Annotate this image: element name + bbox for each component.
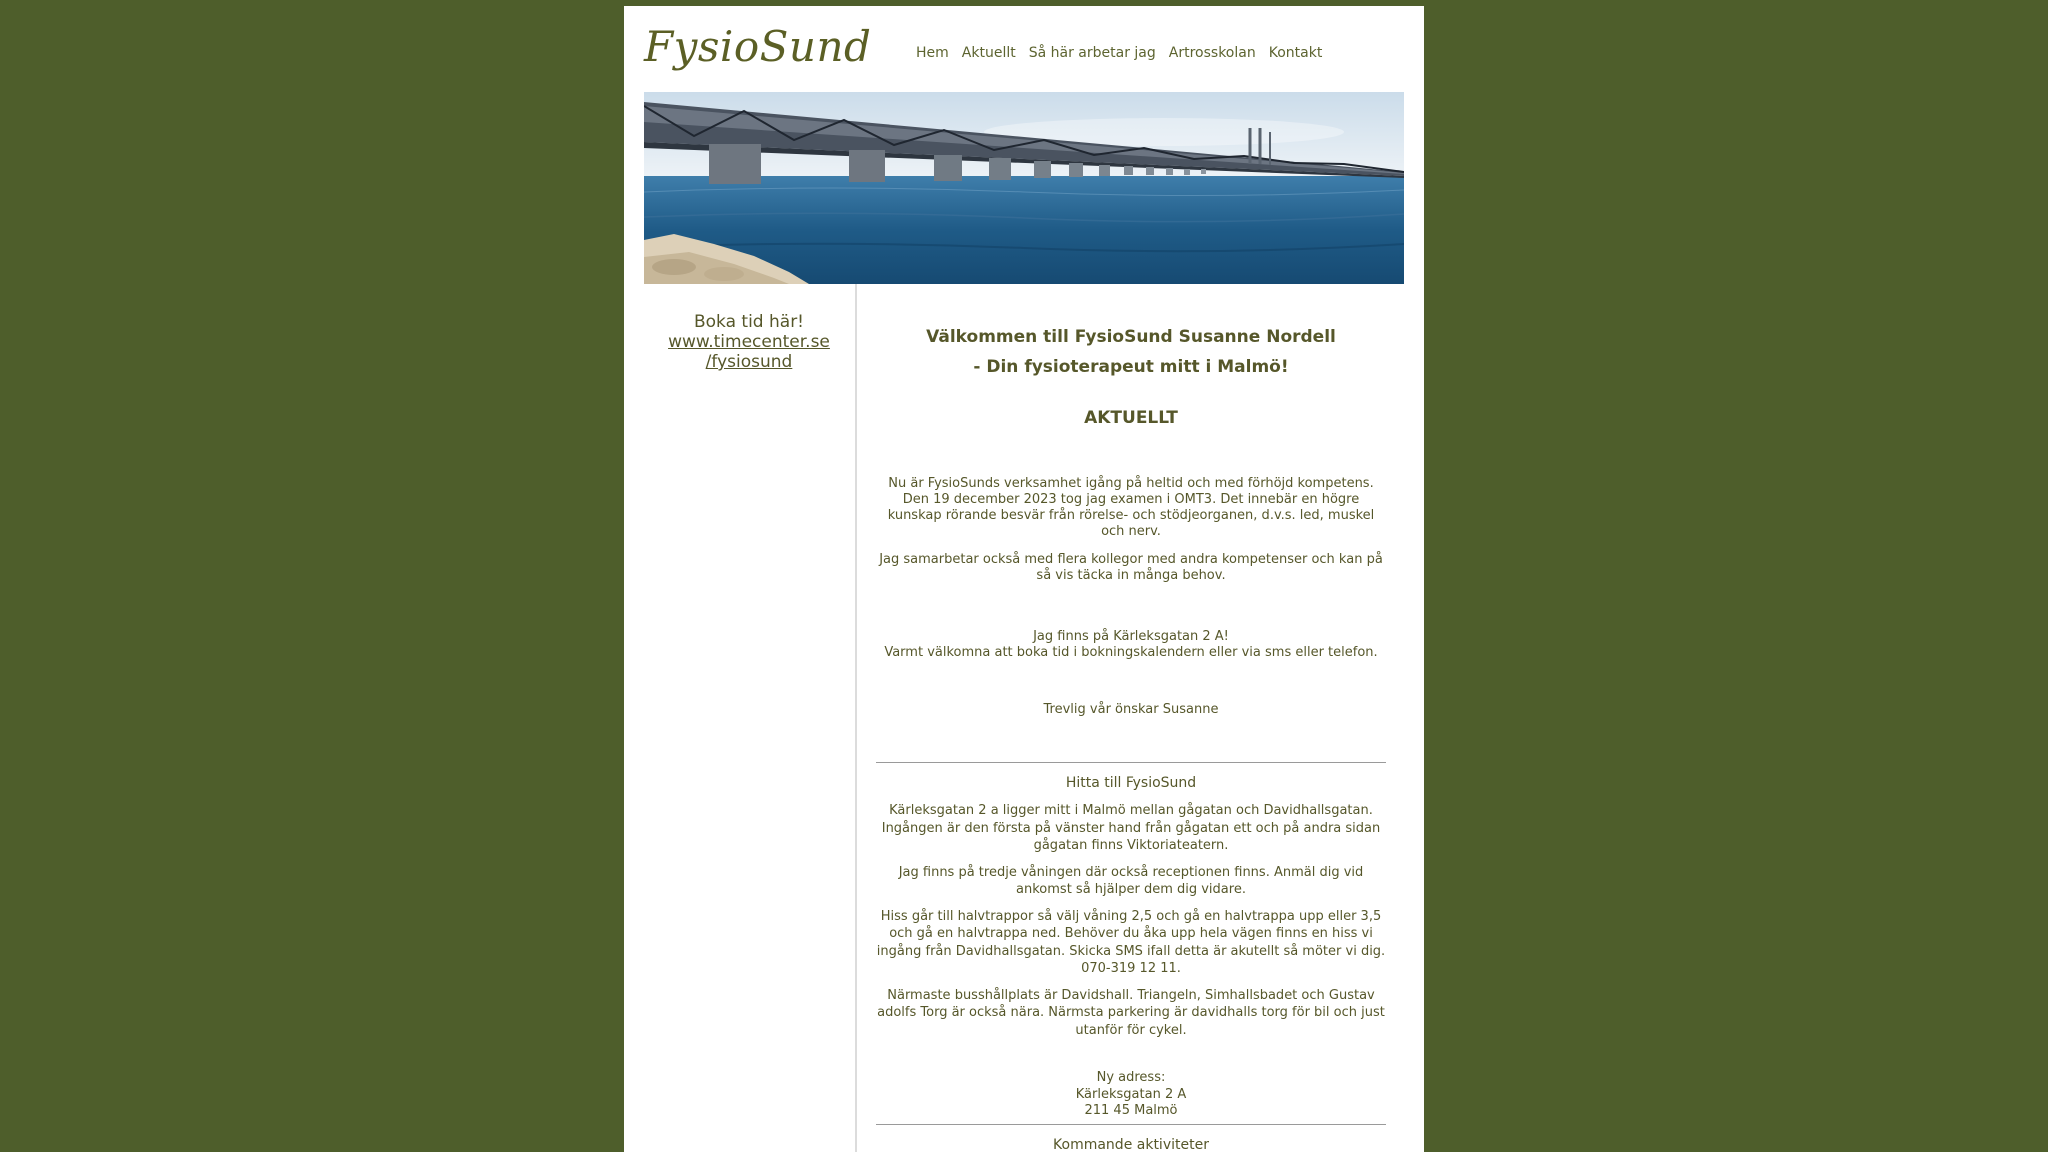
aktuellt-heading: AKTUELLT (1084, 408, 1178, 428)
address-city: 211 45 Malmö (1084, 1103, 1178, 1119)
news-paragraph: Jag samarbetar också med flera kollegor med andra kompetenser och kan på så vis täcka in många behov. (879, 552, 1383, 583)
booking-title: Boka tid här! (693, 312, 804, 332)
section-divider (876, 1124, 1386, 1125)
new-address (876, 1070, 1386, 1120)
address-notice: Jag finns på Kärleksgatan 2 A! (1033, 629, 1229, 644)
address-label: Ny adress: (1096, 1070, 1166, 1085)
address-street: Kärleksgatan 2 A (1075, 1086, 1187, 1102)
directions-paragraph: Hiss går till halvtrappor så välj våning 2,5 och gå en halvtrappa upp eller 3,5 och gå en halvtrappa ned. Behöver du åka upp hela vägen finns en hiss vi ingång från Davidhallsgatan. Skicka SMS ifall detta är akutellt så möter vi dig. 070-319 12 11. (876, 908, 1386, 976)
nav-item-aktuellt[interactable]: Aktuellt (961, 45, 1016, 61)
nav-item-artrosskolan[interactable]: Artrosskolan (1168, 45, 1256, 61)
site-logo[interactable]: FysioSund (644, 22, 872, 71)
main-nav (916, 45, 1322, 61)
directions-paragraph: Jag finns på tredje våningen där också receptionen finns. Anmäl dig vid ankomst så hjälper dem dig vidare. (898, 864, 1364, 897)
page-container (624, 6, 1424, 1152)
welcome-subheading: - Din fysioterapeut mitt i Malmö! (973, 357, 1289, 377)
sidebar (644, 312, 854, 372)
welcome-heading: Välkommen till FysioSund Susanne Nordell (926, 327, 1336, 347)
directions-paragraph: Kärleksgatan 2 a ligger mitt i Malmö mellan gågatan och Davidhallsgatan. Ingången är den första på vänster hand från gågatan ett och på andra sidan gågatan finns Viktoriateatern. (881, 803, 1381, 853)
booking-link[interactable] (644, 332, 854, 372)
greeting-text: Trevlig vår önskar Susanne (1043, 702, 1219, 717)
booking-link-line2[interactable]: /fysiosund (705, 352, 793, 372)
booking-invite: Varmt välkomna att boka tid i bokningskalendern eller via sms eller telefon. (884, 645, 1378, 660)
hitta-heading: Hitta till FysioSund (1065, 775, 1197, 791)
main-content (876, 322, 1386, 1152)
nav-item-sa-har-arbetar-jag[interactable]: Så här arbetar jag (1028, 45, 1156, 61)
directions-paragraph: Närmaste busshållplats är Davidshall. Triangeln, Simhallsbadet och Gustav adolfs Torg är också nära. Närmsta parkering är davidhalls torg för bil och just utanför för cykel. (877, 987, 1385, 1038)
section-divider (876, 762, 1386, 763)
news-paragraph (876, 629, 1386, 661)
nav-item-kontakt[interactable]: Kontakt (1268, 45, 1323, 61)
booking-link-line1[interactable]: www.timecenter.se (668, 332, 830, 352)
column-divider (855, 284, 857, 1152)
nav-item-hem[interactable]: Hem (916, 45, 949, 61)
kommande-heading: Kommande aktiviteter (1053, 1137, 1209, 1152)
banner-bridge-image (644, 92, 1404, 284)
news-paragraph: Nu är FysioSunds verksamhet igång på heltid och med förhöjd kompetens. Den 19 december 2023 tog jag examen i OMT3. Det innebär en högre kunskap rörande besvär från rörelse- och stödjeorganen, d.v.s. led, muskel och nerv. (887, 476, 1375, 539)
